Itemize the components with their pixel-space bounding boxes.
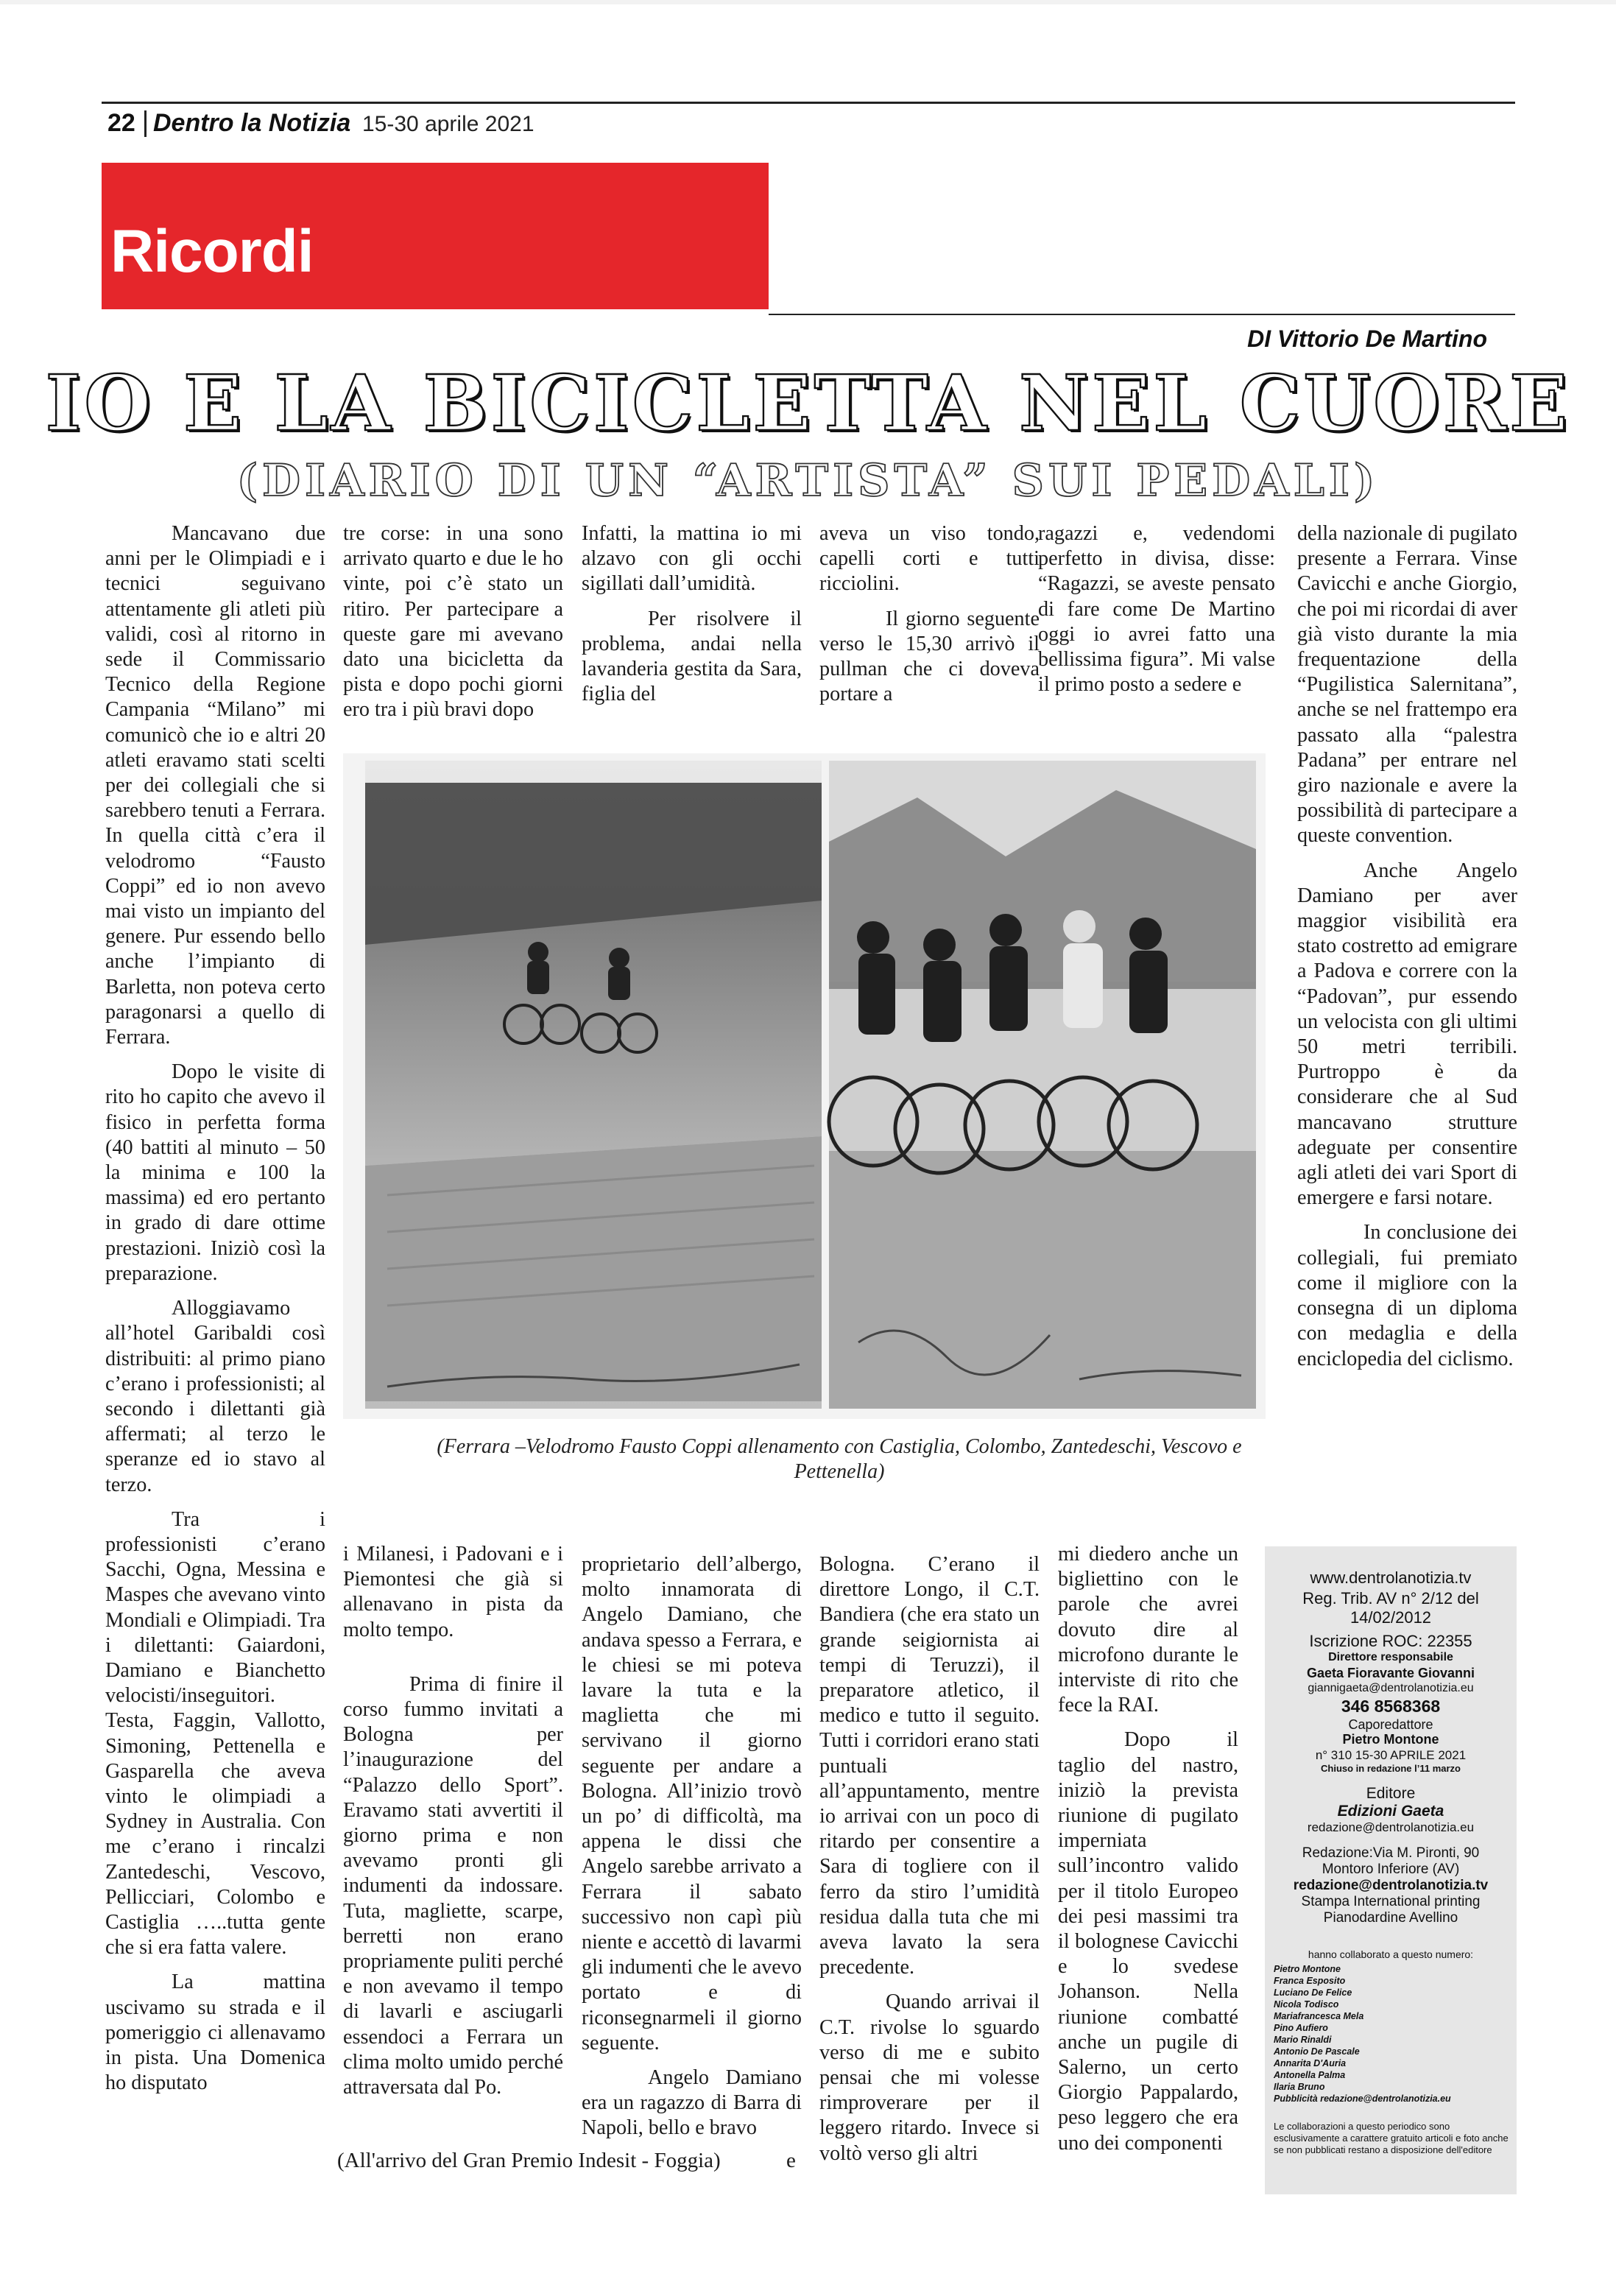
- subheadline: (DIARIO DI UN “ARTISTA” SUI PEDALI): [236, 455, 1380, 507]
- byline: DI Vittorio De Martino: [1247, 325, 1487, 352]
- masthead-editor-label: Caporedattore: [1348, 1717, 1433, 1732]
- masthead-publisher-label: Editore: [1366, 1785, 1416, 1802]
- article-column-2-top: [343, 521, 563, 733]
- paragraph: Bologna. C’erano il direttore Longo, il C.T. Bandiera (che era stato un grande seigiornista ai tempi di Teruzzi), il preparatore atletico, il medico e tutto il seguito. Tutti i corridori erano stati puntuali all’appuntamento, mentre io arrivai con un poco di ritardo per consentire a Sara di togliere con il ferro da stiro l’umidità residua dalla tuta che mi aveva lavato la sera precedente.: [819, 1553, 1040, 1979]
- paragraph: Dopo il taglio del nastro, iniziò la prevista riunione di pugilato imperniata sull’incontro valido per il titolo Europeo dei pesi massimi tra il bolognese Cavicchi e lo svedese Johanson. Nella riunione combatté anche un pugile di Salerno, un certo Giorgio Pappalardo, peso leggero che era uno dei componenti: [1058, 1728, 1238, 2155]
- photo-credit-line: (All'arrivo del Gran Premio Indesit - Foggia): [337, 2149, 721, 2172]
- paragraph: Per risolvere il problema, andai nella lavanderia gestita da Sara, figlia del: [582, 607, 802, 706]
- collaborator-name: Antonella Palma: [1274, 2070, 1346, 2080]
- paragraph: della nazionale di pugilato presente a Ferrara. Vinse Cavicchi e anche Giorgio, che poi mi ricordai di aver già visto durante la mia frequentazione della “Pugilistica Salernitana”, anche se nel frattempo era passato alla “palestra Padana” per entrare nel giro nazionale e avere la possibilità di partecipare a queste convention.: [1297, 522, 1517, 848]
- page-number: 22: [107, 109, 135, 137]
- collaborator-name: Mariafrancesca Mela: [1274, 2011, 1364, 2021]
- paragraph: i Milanesi, i Padovani e i Piemontesi che già si allenavano in pista da molto tempo.: [343, 1543, 563, 1641]
- paragraph: Alloggiavamo all’hotel Garibaldi così distribuiti: al primo piano c’erano i professionisti; al secondo i dilettanti già affermati; al terzo le speranze ed io stavo al terzo.: [105, 1297, 325, 1496]
- paragraph: Infatti, la mattina io mi alzavo con gli occhi sigillati dall’umidità.: [582, 522, 802, 596]
- masthead-website[interactable]: www.dentrolanotizia.tv: [1310, 1568, 1472, 1587]
- section-title: Ricordi: [110, 218, 314, 285]
- masthead-issue: n° 310 15-30 APRILE 2021: [1315, 1748, 1467, 1762]
- article-column-4-top: [819, 521, 1040, 716]
- paragraph: Prima di finire il corso fummo invitati a Bologna per l’inaugurazione del “Palazzo dello Sport”. Eravamo stati avvertiti il giorno prima e non avevamo pronti gli indumenti da indossare. Tuta, magliette, scarpe, berretti non erano propriamente puliti perché e non avevamo il tempo di lavarli e asciugarli essendoci a Ferrara un clima molto umido perché attraversata dal Po.: [343, 1672, 563, 2099]
- masthead-print: Stampa International printing Pianodardine Avellino: [1301, 1894, 1481, 1926]
- collaborators-list: [1274, 1963, 1509, 2105]
- masthead-phone: 346 8568368: [1341, 1697, 1441, 1716]
- paper-name: Dentro la Notizia: [153, 109, 351, 137]
- article-column-6: [1297, 521, 1517, 1381]
- article-column-3-top: [582, 521, 802, 716]
- collaborator-name: Luciano De Felice: [1274, 1987, 1352, 1998]
- paragraph: Il giorno seguente verso le 15,30 arrivò il pullman che ci doveva portare a: [819, 607, 1040, 706]
- left-photo: [365, 761, 822, 1409]
- collaborator-name: Ilaria Bruno: [1274, 2082, 1325, 2092]
- collaborator-name: Franca Esposito: [1274, 1976, 1346, 1986]
- header-rule: [102, 102, 1515, 104]
- paragraph: La mattina uscivamo su strada e il pomeriggio ci allenavamo in pista. Una Domenica ho disputato: [105, 1971, 325, 2095]
- masthead-closed: Chiuso in redazione l’11 marzo: [1321, 1763, 1461, 1774]
- masthead-director: Gaeta Fioravante Giovanni: [1306, 1666, 1475, 1680]
- header-divider: [144, 110, 147, 137]
- paragraph: tre corse: in una sono arrivato quarto e due le ho vinte, poi c’è stato un ritiro. Per partecipare a queste gare mi avevano dato una bicicletta da pista e dopo pochi giorni ero tra i più bravi dopo: [343, 522, 563, 722]
- collaborator-name: Pietro Montone: [1274, 1964, 1341, 1974]
- masthead-collab-title: hanno collaborato a questo numero:: [1308, 1948, 1474, 1960]
- collaborator-name: Nicola Todisco: [1274, 1999, 1339, 2010]
- article-column-4-bottom: [819, 1552, 1040, 2176]
- paragraph: Angelo Damiano era un ragazzo di Barra di Napoli, bello e bravo: [582, 2066, 802, 2140]
- article-column-2-bottom: [343, 1542, 563, 2110]
- masthead-publisher: Edizioni Gaeta: [1337, 1803, 1444, 1820]
- masthead-director-label: Direttore responsabile: [1328, 1651, 1453, 1663]
- paragraph: In conclusione dei collegiali, fui premiato come il migliore con la consegna di un diploma con medaglia e della enciclopedia del ciclismo.: [1297, 1221, 1517, 1370]
- article-column-5-bottom: [1058, 1542, 1238, 2166]
- article-column-3-bottom: [582, 1552, 802, 2151]
- collaborator-name: Annarita D'Auria: [1274, 2058, 1347, 2068]
- paragraph: mi diedero anche un bigliettino con le parole che avrei dovuto dire al microfono durante le interviste di rito che fece la RAI.: [1058, 1543, 1238, 1717]
- ads-contact[interactable]: Pubblicità redazione@dentrolanotizia.eu: [1274, 2093, 1451, 2104]
- collaborator-name: Antonio De Pascale: [1274, 2046, 1360, 2057]
- masthead-editor: Pietro Montone: [1342, 1732, 1439, 1747]
- collaborator-name: Mario Rinaldi: [1274, 2035, 1332, 2045]
- masthead-disclaimer: Le collaborazioni a questo periodico sono esclusivamente a carattere gratuito articoli e foto anche se non pubblicati restano a disposizione dell'editore: [1274, 2121, 1509, 2155]
- photo-caption: (Ferrara –Velodromo Fausto Coppi allenamento con Castiglia, Colombo, Zantedeschi, Vescovo e Pettenella): [437, 1435, 1242, 1483]
- paragraph: Quando arrivai il C.T. rivolse lo sguardo verso di me e subito pensai che mi volesse rimproverare per il leggero ritardo. Invece si voltò verso gli altri: [819, 1990, 1040, 2165]
- paragraph: ragazzi e, vedendomi perfetto in divisa, disse: “Ragazzi, se aveste pensato di fare come De Martino oggi io avrei fatto una bellissima figura”. Mi valse il primo posto a sedere e: [1038, 522, 1275, 697]
- collaborator-name: Pino Aufiero: [1274, 2023, 1328, 2033]
- issue-date: 15-30 aprile 2021: [362, 112, 534, 136]
- masthead-director-email[interactable]: giannigaeta@dentrolanotizia.eu: [1308, 1682, 1474, 1694]
- article-column-5-top: [1038, 521, 1275, 707]
- paragraph: Anche Angelo Damiano per aver maggior visibilità era stato costretto ad emigrare a Padova e correre con la “Padovan”, pur essendo un velocista con gli ultimi 50 metri terribili. Purtroppo è da considerare che al Sud mancavano strutture adeguate per consentire agli atleti dei vari Sport di emergere e farsi notare.: [1297, 859, 1517, 1210]
- masthead-address: Redazione:Via M. Pironti, 90 Montoro Inferiore (AV): [1302, 1845, 1480, 1877]
- masthead-registration: Reg. Trib. AV n° 2/12 del 14/02/2012: [1302, 1589, 1479, 1627]
- paragraph-fragment: e: [786, 2149, 796, 2172]
- headline: IO E LA BICICLETTA NEL CUORE: [45, 358, 1571, 448]
- paragraph: Dopo le visite di rito ho capito che avevo il fisico in perfetta forma (40 battiti al minuto – 50 la minima e 100 la massima) ed ero pertanto in grado di dare ottime prestazioni. Iniziò così la preparazione.: [105, 1060, 325, 1285]
- paragraph: aveva un viso tondo, capelli corti e tutti ricciolini.: [819, 522, 1040, 596]
- right-photo: [829, 761, 1256, 1409]
- paragraph: proprietario dell’albergo, molto innamorata di Angelo Damiano, che andava spesso a Ferrara, e le chiesi se mi poteva lavare la tuta e la maglietta che mi servivano il giorno seguente per andare a Bologna. All’inizio trovò un po’ di difficoltà, ma appena le dissi che Angelo sarebbe arrivato a Ferrara il sabato successivo non capì più niente e accettò di lavarmi gli indumenti che le avevo portato e di riconsegnarmeli il giorno seguente.: [582, 1553, 802, 2054]
- masthead-roc: Iscrizione ROC: 22355: [1309, 1632, 1472, 1650]
- top-edge: [0, 0, 1616, 4]
- article-photo: [343, 753, 1266, 1419]
- paragraph: Tra i professionisti c’erano Sacchi, Ogna, Messina e Maspes che avevano vinto Mondiali e Olimpiadi. Tra i dilettanti: Gaiardoni, Damiano e Bianchetto velocisti/inseguitori. Testa, Faggin, Vallotto, Simoning, Pettenella e Gasparella che aveva vinto le olimpiadi a Sydney in Australia. Con me c’erano i rincalzi Zantedeschi, Vescovo, Pellicciari, Colombo e Castiglia …..tutta gente che si era fatta valere.: [105, 1507, 325, 1959]
- article-column-1: [105, 521, 325, 2105]
- paragraph: Mancavano due anni per le Olimpiadi e i tecnici seguivano attentamente gli atleti più validi, così al ritorno in sede il Commissario Tecnico della Regione Campania “Milano” mi comunicò che io e altri 20 atleti eravamo stati scelti per dei collegiali che si sarebbero tenuti a Ferrara. In quella città c’era il velodromo “Fausto Coppi” ed io non avevo mai visto un impianto del genere. Pur essendo bello anche l’impianto di Barletta, non poteva certo paragonarsi a quello di Ferrara.: [105, 522, 325, 1049]
- masthead-email-2[interactable]: redazione@dentrolanotizia.tv: [1293, 1878, 1489, 1893]
- masthead-publisher-email[interactable]: redazione@dentrolanotizia.eu: [1307, 1820, 1475, 1834]
- section-rule: [769, 314, 1515, 315]
